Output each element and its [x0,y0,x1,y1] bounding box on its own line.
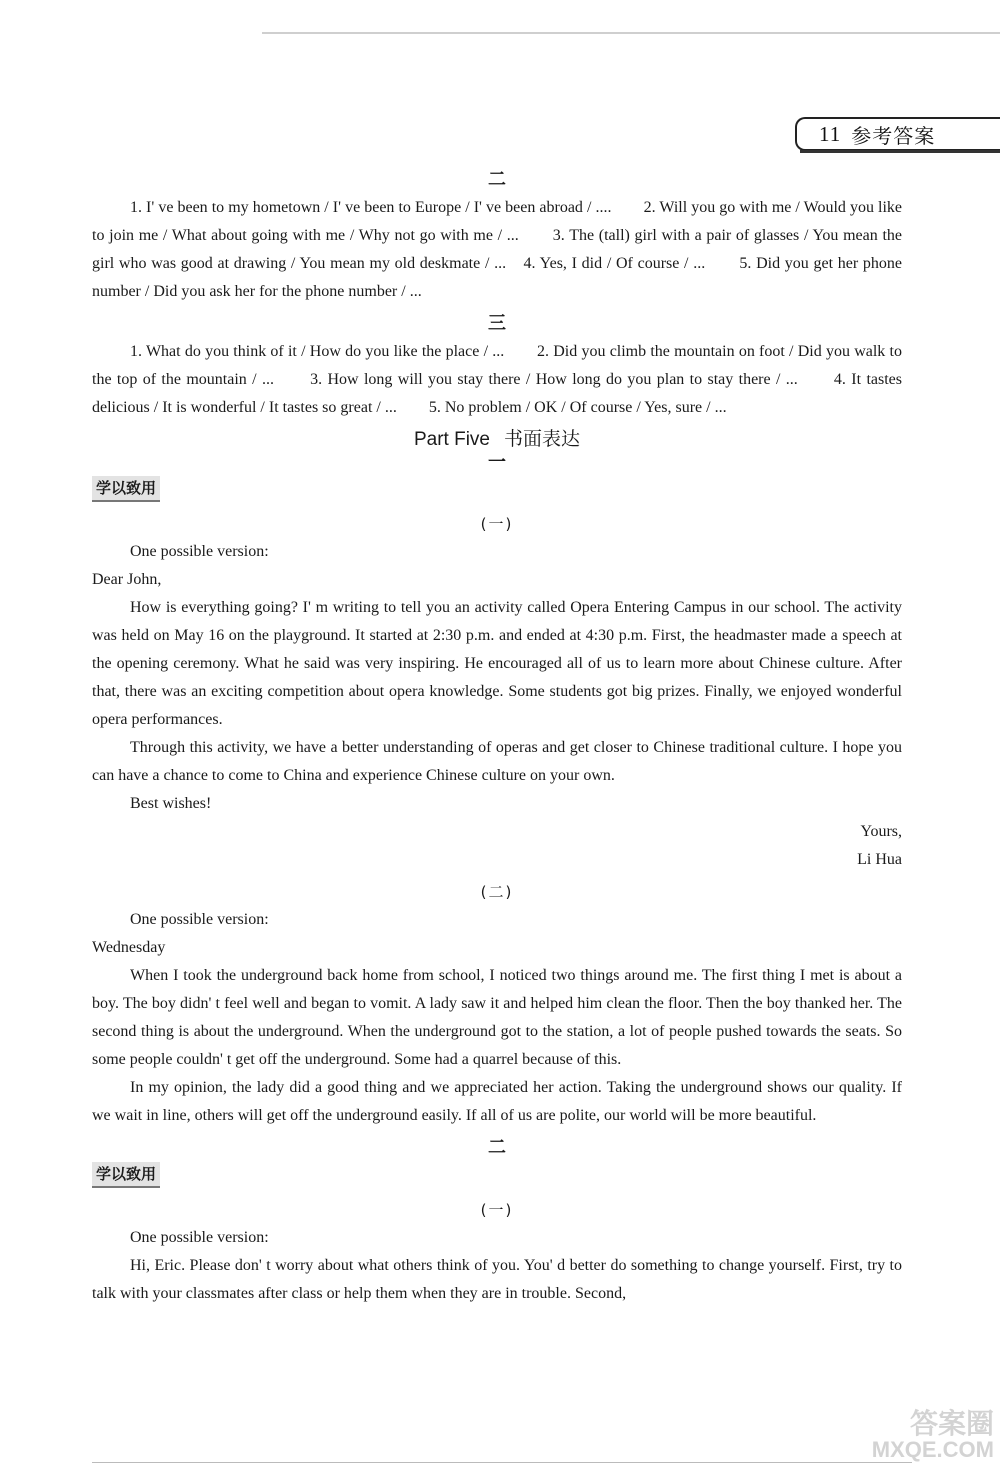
letter-salutation: Dear John, [92,571,162,588]
site-watermark [824,1408,1000,1471]
part-five-section-mark-2: 二 [488,1137,506,1158]
section3-answers: 1. What do you think of it / How do you like the place / ... 2. Did you climb the mountain on foot / Did you walk to the top of the mountain / ... 3. How long will you stay there / How long do you plan to stay there / ... 4. It tastes delicious / It is wonderful / It tastes so great / ... 5. No problem / OK / Of course / Yes, sure / ... [92,343,902,416]
part-five-title-en: Part Five [413,429,490,450]
subsection-mark-1: (一) [480,515,514,533]
letter-paragraph: How is everything going? I' m writing to tell you an activity called Opera Entering Campus in our school. The activity was held on May 16 on the playground. It started at 2:30 p.m. and ended at 4:30 p.m. First, the headmaster made a speech at the opening ceremony. What he said was very inspiring. He encouraged all of us to learn more about Chinese culture. After that, there was an exciting competition about opera knowledge. Some students got big prizes. Finally, we enjoyed wonderful opera performances. [92,599,902,728]
watermark-line-1: 答案圈 [909,1408,994,1439]
header-title: 参考答案 [851,123,936,148]
version-intro: One possible version: [130,543,269,560]
diary-paragraph: In my opinion, the lady did a good thing and we appreciated her action. Taking the underground shows our quality. If we wait in line, others will get off the underground easily. If all of us are polite, our world will be more beautiful. [92,1079,902,1124]
diary-paragraph: When I took the underground back home from school, I noticed two things around me. The first thing I met is about a boy. The boy didn' t feel well and began to vomit. A lady saw it and helped him clean the floor. Then the boy thanked her. The second thing is about the underground. When the underground got to the station, a lot of people pushed towards the seats. So some people couldn' t get off the underground. Some had a quarrel because of this. [92,967,902,1068]
version-intro: One possible version: [130,911,269,928]
bottom-rule [92,1462,912,1463]
page-number: 11 [819,121,842,146]
section-mark-3: 三 [488,313,506,334]
section2-answers: 1. I' ve been to my hometown / I' ve been to Europe / I' ve been abroad / .... 2. Will you go with me / Would you like to join me / What about going with me / Why not go with me / ... 3. The (tall) girl with a pair of glasses / You mean the girl who was good at drawing / You mean my old deskmate / ... 4. Yes, I did / Of course / ... 5. Did you get her phone number / Did you ask her for the phone number / ... [92,199,902,300]
practice-label: 学以致用 [92,1162,160,1188]
subsection-mark-3: (一) [480,1201,514,1219]
advice-paragraph: Hi, Eric. Please don' t worry about what others think of you. You' d better do something to change yourself. First, try to talk with your classmates after class or help them when they are in trouble. Second, [92,1257,902,1302]
header-rule [800,150,1000,153]
practice-label: 学以致用 [92,476,160,502]
page-header-tab [795,117,1000,151]
letter-wishes: Best wishes! [130,795,212,812]
version-intro: One possible version: [130,1229,269,1246]
section-mark-2: 二 [488,169,506,190]
subsection-mark-2: (二) [480,883,514,901]
diary-day: Wednesday [92,939,166,956]
letter-signature: Li Hua [857,851,902,868]
answer-content [92,162,902,1308]
watermark-line-2: MXQE.COM [871,1437,994,1462]
part-five-title [92,424,902,454]
label-row-1 [92,476,902,506]
label-row-2 [92,1162,902,1192]
top-rule [262,32,1000,34]
letter-closing: Yours, [860,823,902,840]
part-five-title-zh: 书面表达 [504,428,581,450]
letter-paragraph: Through this activity, we have a better understanding of operas and get closer to Chinese traditional culture. I hope you can have a chance to come to China and experience Chinese culture on your own. [92,739,902,784]
part-five-section-mark-1: 一 [488,452,506,473]
